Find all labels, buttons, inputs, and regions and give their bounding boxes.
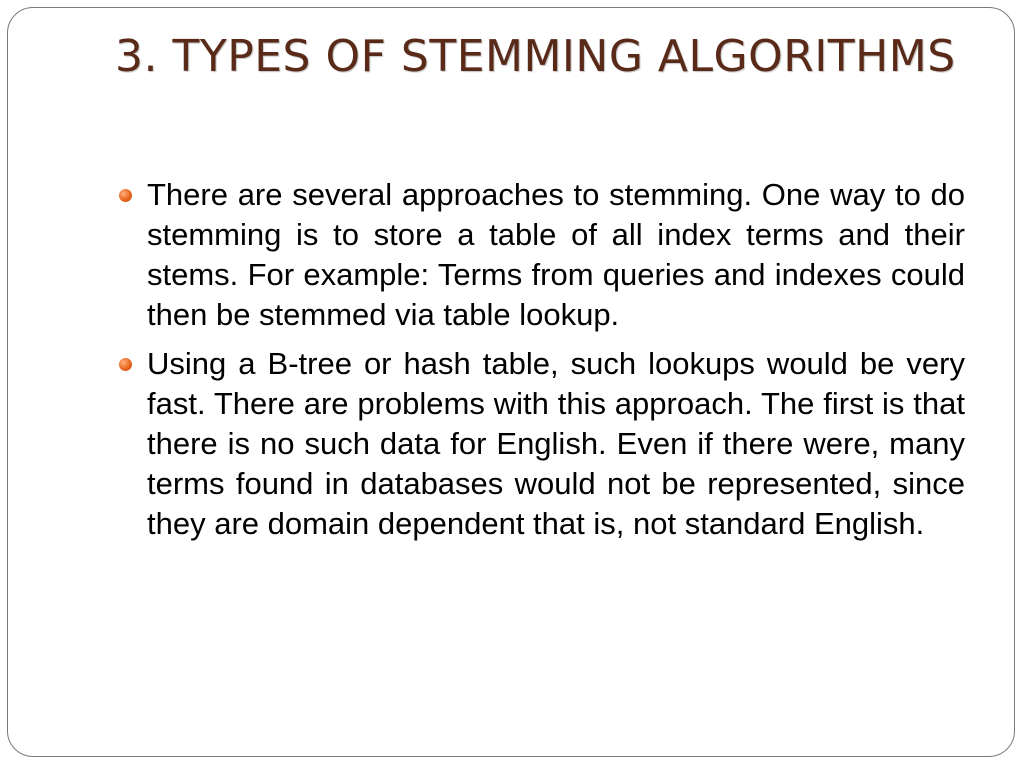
bullet-text: Using a B-tree or hash table, such lookups would be very fast. There are problems with this approach. The first is that there is no such data for English. Even if there were, many terms found in databases would not be represented, since they are domain dependent that is, not standard English.	[147, 346, 965, 541]
slide-frame	[7, 7, 1015, 757]
bullet-text: There are several approaches to stemming. One way to do stemming is to store a table of all index terms and their stems. For example: Terms from queries and indexes could then be stemmed via table lookup.	[147, 177, 965, 332]
bullet-dot-icon	[119, 358, 132, 371]
bullet-list	[119, 175, 965, 553]
slide-title: 3. TYPES OF STEMMING ALGORITHMS	[115, 31, 956, 82]
bullet-item	[119, 175, 965, 335]
bullet-dot-icon	[119, 189, 132, 202]
bullet-item	[119, 344, 965, 544]
